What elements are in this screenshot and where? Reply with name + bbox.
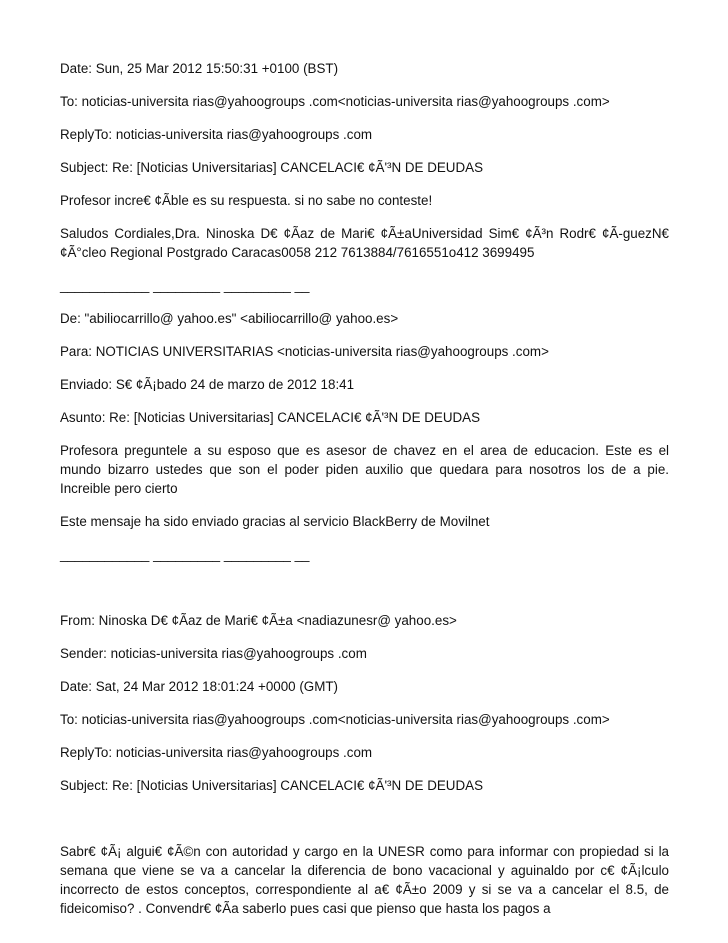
email1-subject: Subject: Re: [Noticias Universitarias] CANCELACI€ ¢Ã'³N DE DEUDAS [60,160,484,175]
email1-separator: ____________ _________ _________ __ [60,278,310,293]
email3-replyto: ReplyTo: noticias-universita rias@yahoogroups .com [60,745,373,760]
spacer [60,578,669,611]
email2-separator: ____________ _________ _________ __ [60,547,310,562]
spacer [60,809,669,842]
email-thread [60,59,669,918]
email3-from: From: Ninoska D€ ¢Ãaz de Mari€ ¢Ã±a <nadiazunesr@ yahoo.es> [60,613,457,628]
email2-body: Profesora preguntele a su esposo que es asesor de chavez en el area de educacion. Este es el mundo bizarro ustedes que son el poder piden auxilio que quedara para nosotros los de a pie. Increible pero cierto [60,443,669,496]
email1-replyto: ReplyTo: noticias-universita rias@yahoogroups .com [60,127,373,142]
email2-to: Para: NOTICIAS UNIVERSITARIAS <noticias-universita rias@yahoogroups .com> [60,344,549,359]
email1-date: Date: Sun, 25 Mar 2012 15:50:31 +0100 (BST) [60,61,339,76]
email3-date: Date: Sat, 24 Mar 2012 18:01:24 +0000 (GMT) [60,679,339,694]
email2-blackberry-line: Este mensaje ha sido enviado gracias al servicio BlackBerry de Movilnet [60,514,490,529]
email2-subject: Asunto: Re: [Noticias Universitarias] CANCELACI€ ¢Ã'³N DE DEUDAS [60,410,481,425]
email1-body-line1: Profesor incre€ ¢Ãble es su respuesta. si no sabe no conteste! [60,193,433,208]
email3-sender: Sender: noticias-universita rias@yahoogroups .com [60,646,367,661]
email1-to: To: noticias-universita rias@yahoogroups .com<noticias-universita rias@yahoogroups .com> [60,94,610,109]
email2-from: De: "abiliocarrillo@ yahoo.es" <abiliocarrillo@ yahoo.es> [60,311,399,326]
email3-body: Sabr€ ¢Ã¡ algui€ ¢Ã©n con autoridad y cargo en la UNESR como para informar con propiedad si la semana que viene se va a cancelar la diferencia de bono vacacional y aguinaldo por c€ ¢Ã¡lculo incorrecto de estos conceptos, correspondiente al a€ ¢Ã±o 2009 y si se va a cancelar el 8.5, de fideicomiso? . Convendr€ ¢Ãa saberlo pues casi que pienso que hasta los pagos a [60,844,669,916]
email3-to: To: noticias-universita rias@yahoogroups .com<noticias-universita rias@yahoogroups .com> [60,712,610,727]
email1-signature: Saludos Cordiales,Dra. Ninoska D€ ¢Ãaz de Mari€ ¢Ã±aUniversidad Sim€ ¢Ã³n Rodr€ ¢Ã-guezN€ ¢Ã°cleo Regional Postgrado Caracas0058 212 7613884/7616551o412 3699495 [60,226,669,260]
email3-subject: Subject: Re: [Noticias Universitarias] CANCELACI€ ¢Ã'³N DE DEUDAS [60,778,484,793]
email2-sent: Enviado: S€ ¢Ã¡bado 24 de marzo de 2012 18:41 [60,377,355,392]
